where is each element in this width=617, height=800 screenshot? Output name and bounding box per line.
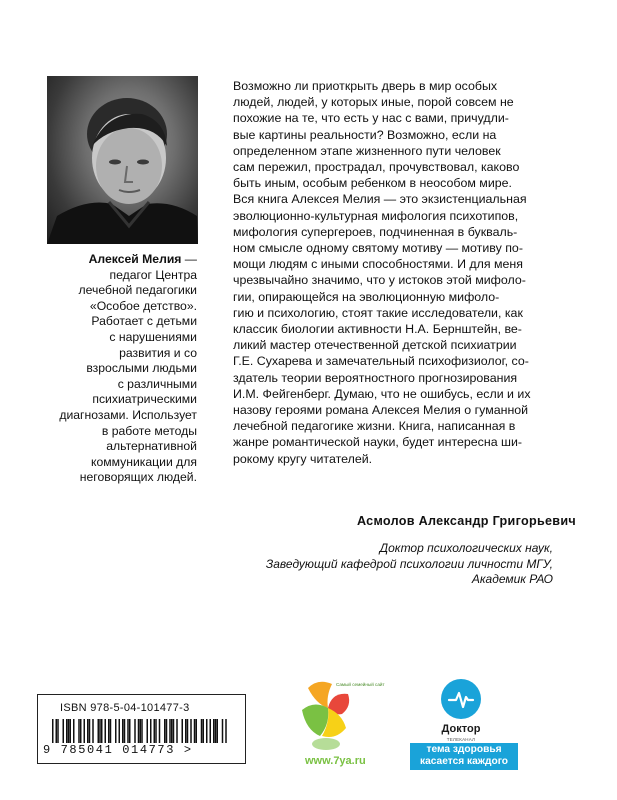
barcode-bar [169,719,171,743]
barcode-bar [66,719,68,743]
review-line: классик биологии активности Н.А. Бернштейн, ве- [233,322,522,337]
barcode-bar [108,719,110,743]
review-line: здатель теории вероятностного прогнозирования [233,370,518,385]
barcode-bar [217,719,219,743]
barcode-bar [190,719,192,743]
barcode-bar [166,719,168,743]
review-line: гию и психологию, стоят такие исследователи, как [233,305,523,320]
bio-name: Алексей Мелия [88,252,182,266]
barcode-bar [92,719,94,743]
bio-line: неговорящих людей. [79,470,197,485]
review-line: ном смысле одному святому мотиву — мотиву по- [233,241,523,256]
bio-line: развития и со [119,345,197,360]
doctor-slogan [410,743,518,770]
barcode-bar [129,719,131,743]
barcode-bar [80,719,82,743]
barcode-bar [110,719,112,743]
barcode-bar [124,719,126,743]
barcode-bar [87,719,89,743]
bio-line: с различными [117,376,197,391]
credential-line: Академик РАО [471,572,553,586]
barcode-bar [98,719,100,743]
barcode-bar [154,719,156,743]
barcode-bar [52,719,54,743]
7ya-tagline: Самый семейный сайт [336,682,385,687]
barcode-bar [210,719,212,743]
author-portrait [47,76,198,244]
review-line: Г.Е. Сухарева и замечательный психофизиолог, со- [233,354,529,369]
review-line: жанре романтической науки, будет интересна ши- [233,435,523,450]
barcode-bar [70,719,72,743]
barcode-bar [196,719,198,743]
review-line: чрезвычайно значимо, что у истоков этой мифоло- [233,273,526,288]
barcode-bar [215,719,217,743]
review-line: ликий мастер отечественной детской психиатрии [233,338,517,353]
barcode-bar [164,719,166,743]
barcode-bar [194,719,196,743]
barcode-bar [155,719,157,743]
bio-line: психиатрическими [92,392,197,407]
barcode-bar [173,719,175,743]
bio-line: с нарушениями [109,329,197,344]
barcode-bar [115,719,117,743]
barcode-bar [84,719,86,743]
review-line: Вся книга Алексея Мелия — это экзистенциальная [233,192,527,207]
bio-line: «Особое детство». [89,298,197,313]
credential-line: Заведующий кафедрой психологии личности МГУ, [265,556,553,571]
7ya-url: www.7ya.ru [305,755,366,767]
barcode-bar [63,719,65,743]
bio-line: лечебной педагогики [78,283,197,298]
barcode-bar [159,719,161,743]
barcode-bar [122,719,124,743]
barcode-bar [206,719,208,743]
barcode-bar [89,719,91,743]
review-line: вые картины реальности? Возможно, если на [233,127,497,142]
barcode-bar [185,719,187,743]
bio-line: взрослыми людьми [86,361,197,376]
barcode-bar [99,719,101,743]
doctor-channel-sub: ТЕЛЕКАНАЛ [446,737,476,742]
review-line: Возможно ли приоткрыть дверь в мир особых [233,79,498,93]
barcode-bar [203,719,205,743]
review-line: гии, опирающейся на эволюционную мифоло- [233,289,500,304]
bio-line: в работе методы [101,423,197,438]
review-text [233,78,576,467]
barcode-bar [171,719,173,743]
barcode-bar [187,719,189,743]
barcode-bar [150,719,152,743]
isbn-barcode [37,694,246,764]
bio-line: альтернативной [106,439,197,454]
barcode-bar [134,719,136,743]
barcode-bar [182,719,184,743]
barcode-bar [201,719,203,743]
barcode-bar [138,719,140,743]
doctor-channel-name: Доктор [441,723,481,735]
barcode-bar [147,719,149,743]
review-line: мифология супергероев, подчиненная в букваль- [233,224,518,239]
barcode-bar [141,719,143,743]
bio-line: Работает с детьми [91,314,197,329]
barcode-bar [73,719,75,743]
barcode-bar [78,719,80,743]
reviewer-name: Асмолов Александр Григорьевич [356,514,576,528]
barcode-bar [105,719,107,743]
barcode-bars [50,719,233,743]
review-line: назову героями романа Алексея Мелия о гуманной [233,403,529,418]
review-line: И.М. Фейгенберг. Думаю, что не ошибусь, если и их [233,386,531,401]
credential-line: Доктор психологических наук, [379,541,553,555]
barcode-digits: 9 785041 014773 > [43,743,193,757]
barcode-bar [68,719,70,743]
barcode-bar [176,719,178,743]
doctor-channel-logo [441,679,481,719]
barcode-bar [225,719,227,743]
isbn-number: ISBN 978-5-04-101477-3 [60,702,190,714]
barcode-bar [119,719,121,743]
pulse-icon [441,679,481,719]
review-line: людей, людей, у которых иные, порой совсем не [233,95,514,110]
review-line: быть иным, особым ребенком в неособом мире. [233,176,512,191]
author-bio: Алексей Мелия — педагог Центра лечебной педагогики «Особое детство». Работает с детьми с нарушениями развития и со взрослыми людьми с различными психиатрическими диагнозами. Использует в работе методы альтернативной коммуникации для неговорящих людей. [47,252,197,486]
barcode-bar [222,719,224,743]
bio-line: педагог Центра [109,267,197,282]
bio-line: коммуникации для [91,454,197,469]
review-line: мощи людям с иными способностями. И для меня [233,257,523,272]
barcode-bar [101,719,103,743]
barcode-bar [127,719,129,743]
barcode-bar [213,719,215,743]
review-line: сам пережил, прострадал, прочувствовал, каково [233,160,520,175]
review-line: эволюционно-культурная мифология психотипов, [233,208,519,223]
bio-line: диагнозами. Использует [59,407,197,422]
review-line: рокому кругу читателей. [233,451,373,466]
reviewer-credentials [233,541,553,588]
slogan-line: касается каждого [419,756,509,767]
review-line: определенном этапе жизненного пути человек [233,143,501,158]
slogan-line: тема здоровья [426,744,502,755]
barcode-bar [140,719,142,743]
barcode-bar [56,719,58,743]
barcode-bar [57,719,59,743]
review-line: похожие на те, что есть у нас с вами, причудли- [233,111,509,126]
review-line: лечебной педагогике жизни. Книга, написанная в [233,419,516,434]
